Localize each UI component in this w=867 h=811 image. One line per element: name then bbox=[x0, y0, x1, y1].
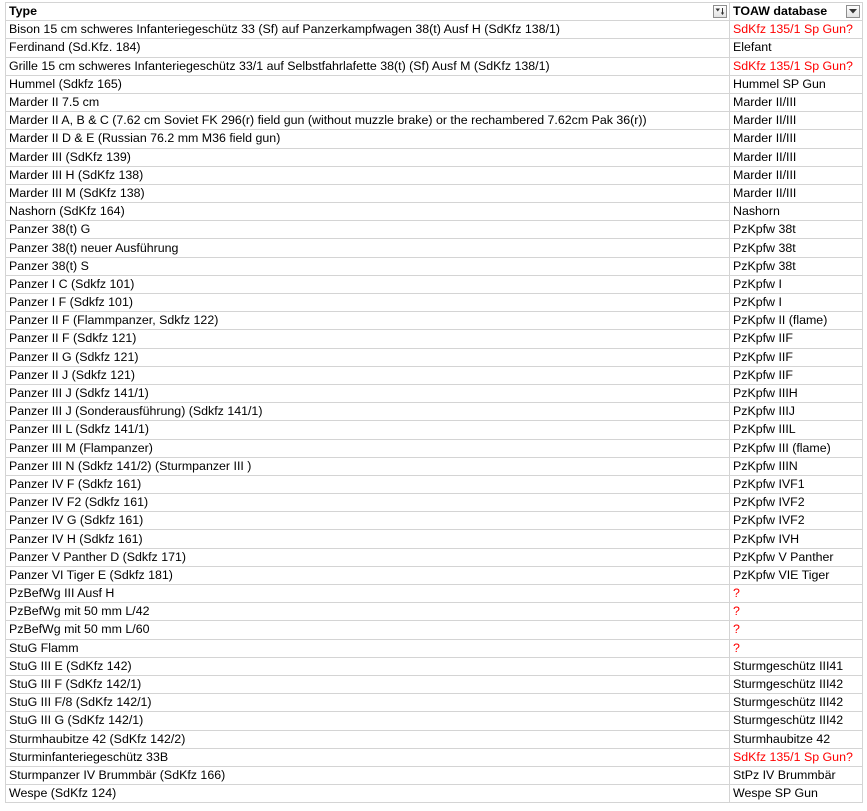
type-cell[interactable]: Panzer VI Tiger E (Sdkfz 181) bbox=[6, 566, 730, 584]
type-cell[interactable]: Panzer IV G (Sdkfz 161) bbox=[6, 512, 730, 530]
type-cell[interactable]: PzBefWg mit 50 mm L/42 bbox=[6, 603, 730, 621]
type-cell[interactable]: Sturmhaubitze 42 (SdKfz 142/2) bbox=[6, 730, 730, 748]
table-row bbox=[6, 112, 863, 130]
table-row bbox=[6, 75, 863, 93]
toaw-database-cell[interactable]: PzKpfw 38t bbox=[730, 257, 863, 275]
table-row bbox=[6, 312, 863, 330]
toaw-database-cell[interactable]: StPz IV Brummbär bbox=[730, 766, 863, 784]
table-row bbox=[6, 148, 863, 166]
toaw-database-cell[interactable]: ? bbox=[730, 603, 863, 621]
toaw-database-cell[interactable]: PzKpfw V Panther bbox=[730, 548, 863, 566]
table-row bbox=[6, 530, 863, 548]
table-row bbox=[6, 694, 863, 712]
toaw-database-cell[interactable]: PzKpfw IIF bbox=[730, 330, 863, 348]
type-cell[interactable]: Panzer I F (Sdkfz 101) bbox=[6, 294, 730, 312]
table-row bbox=[6, 730, 863, 748]
column-header-toaw-label: TOAW database bbox=[733, 4, 828, 19]
table-row bbox=[6, 403, 863, 421]
type-cell[interactable]: Panzer III N (Sdkfz 141/2) (Sturmpanzer III ) bbox=[6, 457, 730, 475]
type-cell[interactable]: StuG III F (SdKfz 142/1) bbox=[6, 675, 730, 693]
table-row bbox=[6, 457, 863, 475]
toaw-database-cell[interactable]: PzKpfw III (flame) bbox=[730, 439, 863, 457]
type-cell[interactable]: Panzer 38(t) G bbox=[6, 221, 730, 239]
toaw-database-cell[interactable]: Sturmgeschütz III42 bbox=[730, 675, 863, 693]
toaw-database-cell[interactable]: Sturmgeschütz III41 bbox=[730, 657, 863, 675]
toaw-database-cell[interactable]: Sturmhaubitze 42 bbox=[730, 730, 863, 748]
toaw-database-cell[interactable]: ? bbox=[730, 585, 863, 603]
toaw-database-cell[interactable]: ? bbox=[730, 639, 863, 657]
toaw-database-cell[interactable]: Elefant bbox=[730, 39, 863, 57]
toaw-database-cell[interactable]: Sturmgeschütz III42 bbox=[730, 712, 863, 730]
type-cell[interactable]: Panzer III J (Sonderausführung) (Sdkfz 141/1) bbox=[6, 403, 730, 421]
toaw-database-cell[interactable]: PzKpfw 38t bbox=[730, 239, 863, 257]
toaw-database-cell[interactable]: Hummel SP Gun bbox=[730, 75, 863, 93]
table-row bbox=[6, 93, 863, 111]
type-cell[interactable]: Marder II A, B & C (7.62 cm Soviet FK 296(r) field gun (without muzzle brake) or the rechambered 7.62cm Pak 36(r)) bbox=[6, 112, 730, 130]
table-row bbox=[6, 294, 863, 312]
table-row bbox=[6, 348, 863, 366]
table-row bbox=[6, 221, 863, 239]
column-header-toaw[interactable] bbox=[730, 3, 863, 21]
toaw-database-cell[interactable]: Sturmgeschütz III42 bbox=[730, 694, 863, 712]
header-row bbox=[6, 3, 863, 21]
type-cell[interactable]: Ferdinand (Sd.Kfz. 184) bbox=[6, 39, 730, 57]
type-cell[interactable]: Panzer IV H (Sdkfz 161) bbox=[6, 530, 730, 548]
type-cell[interactable]: Marder II 7.5 cm bbox=[6, 93, 730, 111]
table-row bbox=[6, 748, 863, 766]
type-cell[interactable]: Panzer V Panther D (Sdkfz 171) bbox=[6, 548, 730, 566]
type-cell[interactable]: Panzer 38(t) S bbox=[6, 257, 730, 275]
toaw-database-cell[interactable]: PzKpfw IVF1 bbox=[730, 475, 863, 493]
column-header-type[interactable] bbox=[6, 3, 730, 21]
table-row bbox=[6, 439, 863, 457]
table-row bbox=[6, 166, 863, 184]
toaw-database-cell[interactable]: SdKfz 135/1 Sp Gun? bbox=[730, 21, 863, 39]
spreadsheet-table bbox=[5, 2, 863, 803]
table-row bbox=[6, 548, 863, 566]
table-row bbox=[6, 184, 863, 202]
table-row bbox=[6, 384, 863, 402]
table-row bbox=[6, 275, 863, 293]
table-row bbox=[6, 239, 863, 257]
table-row bbox=[6, 366, 863, 384]
table-row bbox=[6, 203, 863, 221]
table-row bbox=[6, 21, 863, 39]
toaw-database-cell[interactable]: PzKpfw VIE Tiger bbox=[730, 566, 863, 584]
type-cell[interactable]: Sturminfanteriegeschütz 33B bbox=[6, 748, 730, 766]
toaw-database-cell[interactable]: Nashorn bbox=[730, 203, 863, 221]
type-cell[interactable]: Panzer IV F2 (Sdkfz 161) bbox=[6, 494, 730, 512]
toaw-database-cell[interactable]: PzKpfw I bbox=[730, 294, 863, 312]
type-cell[interactable]: Grille 15 cm schweres Infanteriegeschütz 33/1 auf Selbstfahrlafette 38(t) (Sf) Ausf M (SdKfz 138/1) bbox=[6, 57, 730, 75]
table-row bbox=[6, 494, 863, 512]
table-row bbox=[6, 512, 863, 530]
table-row bbox=[6, 566, 863, 584]
toaw-database-cell[interactable]: PzKpfw IVF2 bbox=[730, 494, 863, 512]
type-cell[interactable]: Panzer II J (Sdkfz 121) bbox=[6, 366, 730, 384]
type-cell[interactable]: Hummel (Sdkfz 165) bbox=[6, 75, 730, 93]
table-row bbox=[6, 766, 863, 784]
type-cell[interactable]: StuG III F/8 (SdKfz 142/1) bbox=[6, 694, 730, 712]
toaw-database-cell[interactable]: Marder II/III bbox=[730, 112, 863, 130]
toaw-database-cell[interactable]: SdKfz 135/1 Sp Gun? bbox=[730, 748, 863, 766]
toaw-database-cell[interactable]: PzKpfw IVF2 bbox=[730, 512, 863, 530]
toaw-database-cell[interactable]: SdKfz 135/1 Sp Gun? bbox=[730, 57, 863, 75]
type-cell[interactable]: StuG III E (SdKfz 142) bbox=[6, 657, 730, 675]
type-cell[interactable]: Marder II D & E (Russian 76.2 mm M36 field gun) bbox=[6, 130, 730, 148]
table-row bbox=[6, 130, 863, 148]
table-row bbox=[6, 421, 863, 439]
table-row bbox=[6, 639, 863, 657]
toaw-database-cell[interactable]: PzKpfw IIIL bbox=[730, 421, 863, 439]
toaw-database-cell[interactable]: ? bbox=[730, 621, 863, 639]
type-cell[interactable]: PzBefWg mit 50 mm L/60 bbox=[6, 621, 730, 639]
toaw-database-cell[interactable]: PzKpfw IVH bbox=[730, 530, 863, 548]
type-cell[interactable]: Panzer II F (Flammpanzer, Sdkfz 122) bbox=[6, 312, 730, 330]
type-cell[interactable]: Nashorn (SdKfz 164) bbox=[6, 203, 730, 221]
type-cell[interactable]: Marder III H (SdKfz 138) bbox=[6, 166, 730, 184]
type-cell[interactable]: Panzer III L (Sdkfz 141/1) bbox=[6, 421, 730, 439]
type-cell[interactable]: Sturmpanzer IV Brummbär (SdKfz 166) bbox=[6, 766, 730, 784]
type-cell[interactable]: Marder III (SdKfz 139) bbox=[6, 148, 730, 166]
type-cell[interactable]: Panzer 38(t) neuer Ausführung bbox=[6, 239, 730, 257]
table-row bbox=[6, 675, 863, 693]
table-row bbox=[6, 657, 863, 675]
table-row bbox=[6, 585, 863, 603]
toaw-database-cell[interactable]: Marder II/III bbox=[730, 166, 863, 184]
toaw-database-cell[interactable]: PzKpfw 38t bbox=[730, 221, 863, 239]
table-row bbox=[6, 257, 863, 275]
toaw-database-cell[interactable]: PzKpfw IIIJ bbox=[730, 403, 863, 421]
type-cell[interactable]: Panzer II G (Sdkfz 121) bbox=[6, 348, 730, 366]
type-cell[interactable]: Panzer III M (Flampanzer) bbox=[6, 439, 730, 457]
table-row bbox=[6, 475, 863, 493]
type-cell[interactable]: PzBefWg III Ausf H bbox=[6, 585, 730, 603]
toaw-database-cell[interactable]: Marder II/III bbox=[730, 184, 863, 202]
filter-sort-icon[interactable] bbox=[713, 5, 727, 18]
toaw-database-cell[interactable]: PzKpfw IIF bbox=[730, 366, 863, 384]
toaw-database-cell[interactable]: Wespe SP Gun bbox=[730, 785, 863, 803]
type-cell[interactable]: Panzer III J (Sdkfz 141/1) bbox=[6, 384, 730, 402]
table-row bbox=[6, 57, 863, 75]
type-cell[interactable]: StuG III G (SdKfz 142/1) bbox=[6, 712, 730, 730]
type-cell[interactable]: Bison 15 cm schweres Infanteriegeschütz 33 (Sf) auf Panzerkampfwagen 38(t) Ausf H (SdKfz 138/1) bbox=[6, 21, 730, 39]
toaw-database-cell[interactable]: PzKpfw II (flame) bbox=[730, 312, 863, 330]
dropdown-arrow-icon[interactable] bbox=[846, 5, 860, 18]
toaw-database-cell[interactable]: PzKpfw I bbox=[730, 275, 863, 293]
table-row bbox=[6, 785, 863, 803]
toaw-database-cell[interactable]: Marder II/III bbox=[730, 148, 863, 166]
type-cell[interactable]: Panzer I C (Sdkfz 101) bbox=[6, 275, 730, 293]
toaw-database-cell[interactable]: Marder II/III bbox=[730, 130, 863, 148]
type-cell[interactable]: Wespe (SdKfz 124) bbox=[6, 785, 730, 803]
table-row bbox=[6, 39, 863, 57]
table-row bbox=[6, 621, 863, 639]
toaw-database-cell[interactable]: PzKpfw IIIN bbox=[730, 457, 863, 475]
type-cell[interactable]: Panzer II F (Sdkfz 121) bbox=[6, 330, 730, 348]
column-header-type-label: Type bbox=[9, 4, 37, 19]
table-row bbox=[6, 603, 863, 621]
toaw-database-cell[interactable]: PzKpfw IIF bbox=[730, 348, 863, 366]
type-cell[interactable]: Panzer IV F (Sdkfz 161) bbox=[6, 475, 730, 493]
table-row bbox=[6, 712, 863, 730]
type-cell[interactable]: Marder III M (SdKfz 138) bbox=[6, 184, 730, 202]
toaw-database-cell[interactable]: PzKpfw IIIH bbox=[730, 384, 863, 402]
table-row bbox=[6, 330, 863, 348]
type-cell[interactable]: StuG Flamm bbox=[6, 639, 730, 657]
toaw-database-cell[interactable]: Marder II/III bbox=[730, 93, 863, 111]
